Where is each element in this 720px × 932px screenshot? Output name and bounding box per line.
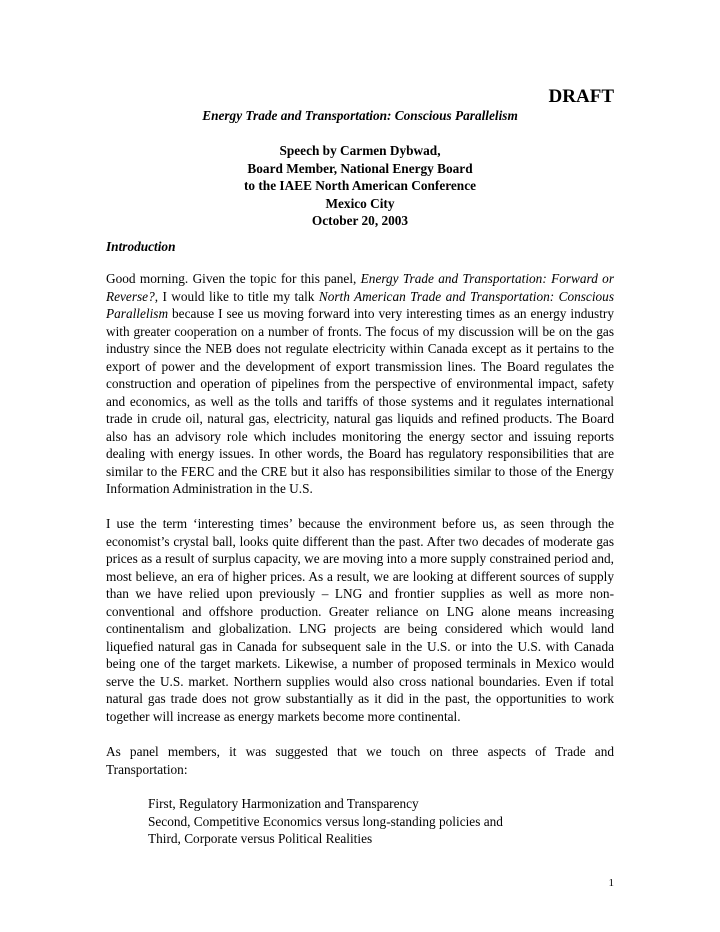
document-title: Energy Trade and Transportation: Conscious Parallelism [202, 108, 518, 123]
page-number: 1 [608, 877, 614, 889]
aspects-list [148, 795, 503, 848]
speech-line-location: Mexico City [325, 195, 395, 211]
list-item: Second, Competitive Economics versus long-standing policies and [148, 813, 503, 829]
speech-info-block [106, 142, 614, 230]
paragraph-1 [106, 270, 614, 498]
speech-line-speaker: Speech by Carmen Dybwad, [279, 143, 441, 158]
paragraph-3: As panel members, it was suggested that we touch on three aspects of Trade and Transportation: [106, 744, 614, 777]
paragraph-1-text-c: because I see us moving forward into very interesting times as an energy industry with greater cooperation on a number of fronts. The focus of my discussion will be on the gas industry since the NEB does not regulate electricity within Canada except as it pertains to the export of power and the development of export transmission lines. The Board regulates the construction and operation of pipelines from the perspective of environmental impact, safety and economics, as well as the tolls and tariffs of those systems and it regulates international trade in crude oil, natural gas, electricity, natural gas liquids and refined products. The Board also has an advisory role which includes monitoring the energy sector and issuing reports dealing with energy issues. In other words, the Board has regulatory responsibilities that are similar to the FERC and the CRE but it also has responsibilities similar to those of the Energy Information Administration in the U.S. [106, 306, 614, 496]
speech-line-conference: to the IAEE North American Conference [243, 178, 477, 193]
section-heading-introduction: Introduction [106, 239, 176, 254]
talk-title-italic: North American Trade and Transportation: Conscious Parallelism [106, 288, 614, 321]
speech-line-date: October 20, 2003 [311, 213, 409, 228]
draft-label: DRAFT [548, 86, 614, 107]
list-item: Third, Corporate versus Political Realities [148, 831, 373, 846]
list-item: First, Regulatory Harmonization and Transparency [148, 796, 419, 811]
panel-topic-italic: Energy Trade and Transportation: Forward or Reverse? [106, 271, 615, 304]
speech-line-role: Board Member, National Energy Board [247, 160, 473, 176]
paragraph-1-text-a: Good morning. Given the topic for this panel, [106, 271, 361, 286]
paragraph-1-text-b: , I would like to title my talk [154, 288, 319, 304]
paragraph-2: I use the term ‘interesting times’ because the environment before us, as seen through the economist’s crystal ball, looks quite different than the past. After two decades of moderate gas prices as a result of surplus capacity, we are moving into a more supply constrained period and, most believe, an era of higher prices. As a result, we are looking at different sources of supply than we have relied upon previously – LNG and frontier supplies as well as more non-conventional and offshore production. Greater reliance on LNG alone means increasing continentalism and globalization. LNG projects are being considered which would land liquefied natural gas in Canada for subsequent sale in the U.S. or into the U.S. with Canada being one of the target markets. Likewise, a number of proposed terminals in Mexico would serve the U.S. market. Northern supplies would also cross national boundaries. Even if total natural gas trade does not grow substantially as it did in the past, the opportunities to work together will increase as energy markets become more continental. [106, 516, 614, 724]
